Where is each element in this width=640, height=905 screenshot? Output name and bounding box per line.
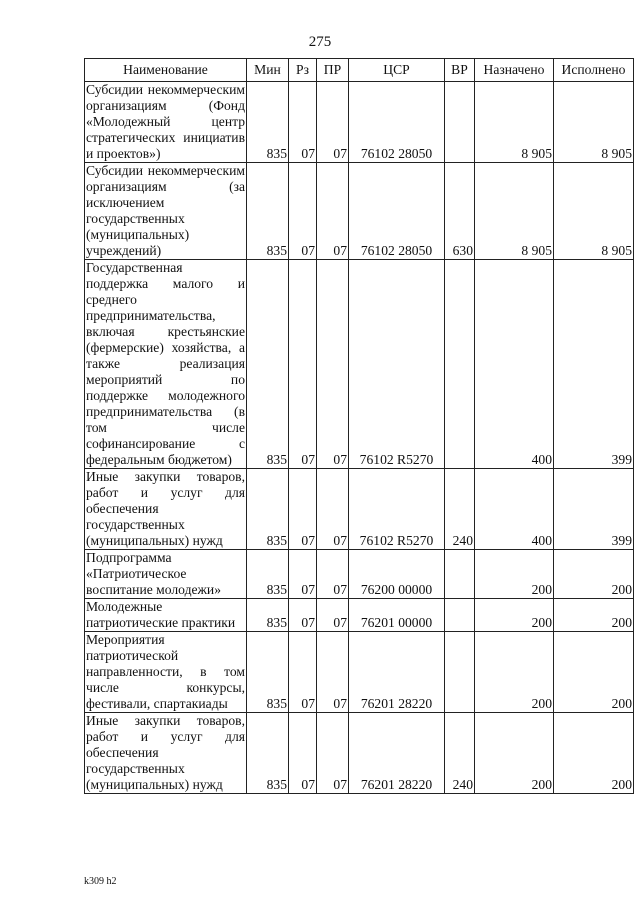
row-rz: 07 [289,469,317,550]
row-name: Иные закупки товаров, работ и услуг для обеспечения государственных (муниципальных) нужд [86,469,245,548]
row-assigned: 200 [475,550,554,599]
row-min: 835 [247,82,289,163]
row-executed: 8 905 [554,82,634,163]
row-rz: 07 [289,260,317,469]
row-pr: 07 [317,163,349,260]
row-csr: 76102 28050 [349,163,445,260]
row-csr: 76102 R5270 [349,260,445,469]
page-number: 275 [308,34,332,50]
row-min: 835 [247,260,289,469]
row-executed: 399 [554,260,634,469]
row-rz: 07 [289,82,317,163]
row-vr: 240 [445,713,475,794]
row-vr: 240 [445,469,475,550]
col-header-csr: ЦСР [349,59,445,82]
budget-table [84,58,634,794]
row-executed: 399 [554,469,634,550]
col-header-min: Мин [247,59,289,82]
row-csr: 76102 28050 [349,82,445,163]
table-row [85,599,634,632]
row-vr [445,599,475,632]
row-rz: 07 [289,550,317,599]
row-rz: 07 [289,599,317,632]
row-rz: 07 [289,713,317,794]
row-name: Подпрограмма «Патриотическое воспитание молодежи» [85,550,247,599]
row-executed: 200 [554,599,634,632]
row-pr: 07 [317,469,349,550]
table-row [85,713,634,794]
row-assigned: 200 [475,713,554,794]
row-pr: 07 [317,82,349,163]
row-assigned: 200 [475,632,554,713]
row-min: 835 [247,163,289,260]
row-assigned: 400 [475,260,554,469]
row-pr: 07 [317,599,349,632]
footer-code: k309 h2 [84,876,117,887]
row-pr: 07 [317,632,349,713]
row-pr: 07 [317,550,349,599]
row-vr [445,632,475,713]
row-name: Государственная поддержка малого и среднего предпринимательства, включая крестьянские (фермерские) хозяйства, а также реализация мероприятий по поддержке молодежного предпринимательства (в том числе софинансирование с федеральным бюджетом) [86,260,245,467]
col-header-vr: ВР [445,59,475,82]
row-csr: 76201 28220 [349,632,445,713]
row-min: 835 [247,713,289,794]
col-header-executed: Исполнено [554,59,634,82]
col-header-name: Наименование [85,59,247,82]
row-assigned: 8 905 [475,82,554,163]
table-row [85,260,634,469]
table-row [85,82,634,163]
row-name: Иные закупки товаров, работ и услуг для обеспечения государственных (муниципальных) нужд [86,713,245,792]
row-csr: 76200 00000 [349,550,445,599]
row-min: 835 [247,599,289,632]
row-csr: 76201 28220 [349,713,445,794]
row-assigned: 400 [475,469,554,550]
row-rz: 07 [289,163,317,260]
row-csr: 76102 R5270 [349,469,445,550]
row-executed: 200 [554,632,634,713]
row-name: Субсидии некоммерческим организациям (за исключением государственных (муниципальных) учреждений) [86,163,245,258]
row-pr: 07 [317,713,349,794]
row-vr [445,82,475,163]
col-header-assigned: Назначено [475,59,554,82]
row-assigned: 200 [475,599,554,632]
row-min: 835 [247,632,289,713]
row-vr: 630 [445,163,475,260]
row-executed: 8 905 [554,163,634,260]
row-name: Молодежные патриотические практики [85,599,247,632]
table-row [85,469,634,550]
row-rz: 07 [289,632,317,713]
row-name: Субсидии некоммерческим организациям (Фонд «Молодежный центр стратегических инициатив и проектов») [86,82,245,161]
row-csr: 76201 00000 [349,599,445,632]
col-header-rz: Рз [289,59,317,82]
row-min: 835 [247,550,289,599]
row-executed: 200 [554,713,634,794]
row-pr: 07 [317,260,349,469]
row-vr [445,260,475,469]
row-vr [445,550,475,599]
table-row [85,550,634,599]
row-name: Мероприятия патриотической направленности, в том числе конкурсы, фестивали, спартакиады [86,632,245,711]
table-row [85,632,634,713]
table-row [85,163,634,260]
row-min: 835 [247,469,289,550]
row-assigned: 8 905 [475,163,554,260]
row-executed: 200 [554,550,634,599]
table-header-row [85,59,634,82]
col-header-pr: ПР [317,59,349,82]
